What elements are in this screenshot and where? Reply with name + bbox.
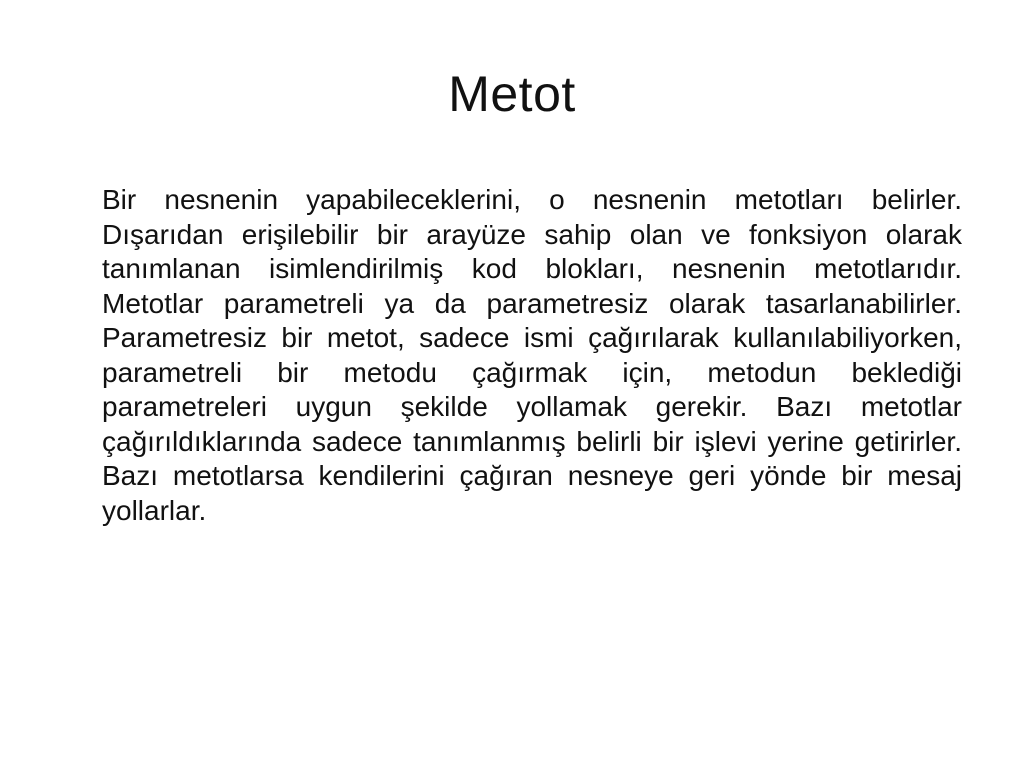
slide-title: Metot	[448, 66, 576, 122]
slide-body-text: Bir nesnenin yapabileceklerini, o nesnenin metotları belirler. Dışarıdan erişilebilir bir arayüze sahip olan ve fonksiyon olarak tanımlanan isimlendirilmiş kod blokları, nesnenin metotlarıdır. Metotlar parametreli ya da parametresiz olarak tasarlanabilirler. Parametresiz bir metot, sadece ismi çağırılarak kullanılabiliyorken, parametreli bir metodu çağırmak için, metodun beklediği parametreleri uygun şekilde yollamak gerekir. Bazı metotlar çağırıldıklarında sadece tanımlanmış belirli bir işlevi yerine getirirler. Bazı metotlarsa kendilerini çağıran nesneye geri yönde bir mesaj yollarlar.	[102, 184, 962, 526]
